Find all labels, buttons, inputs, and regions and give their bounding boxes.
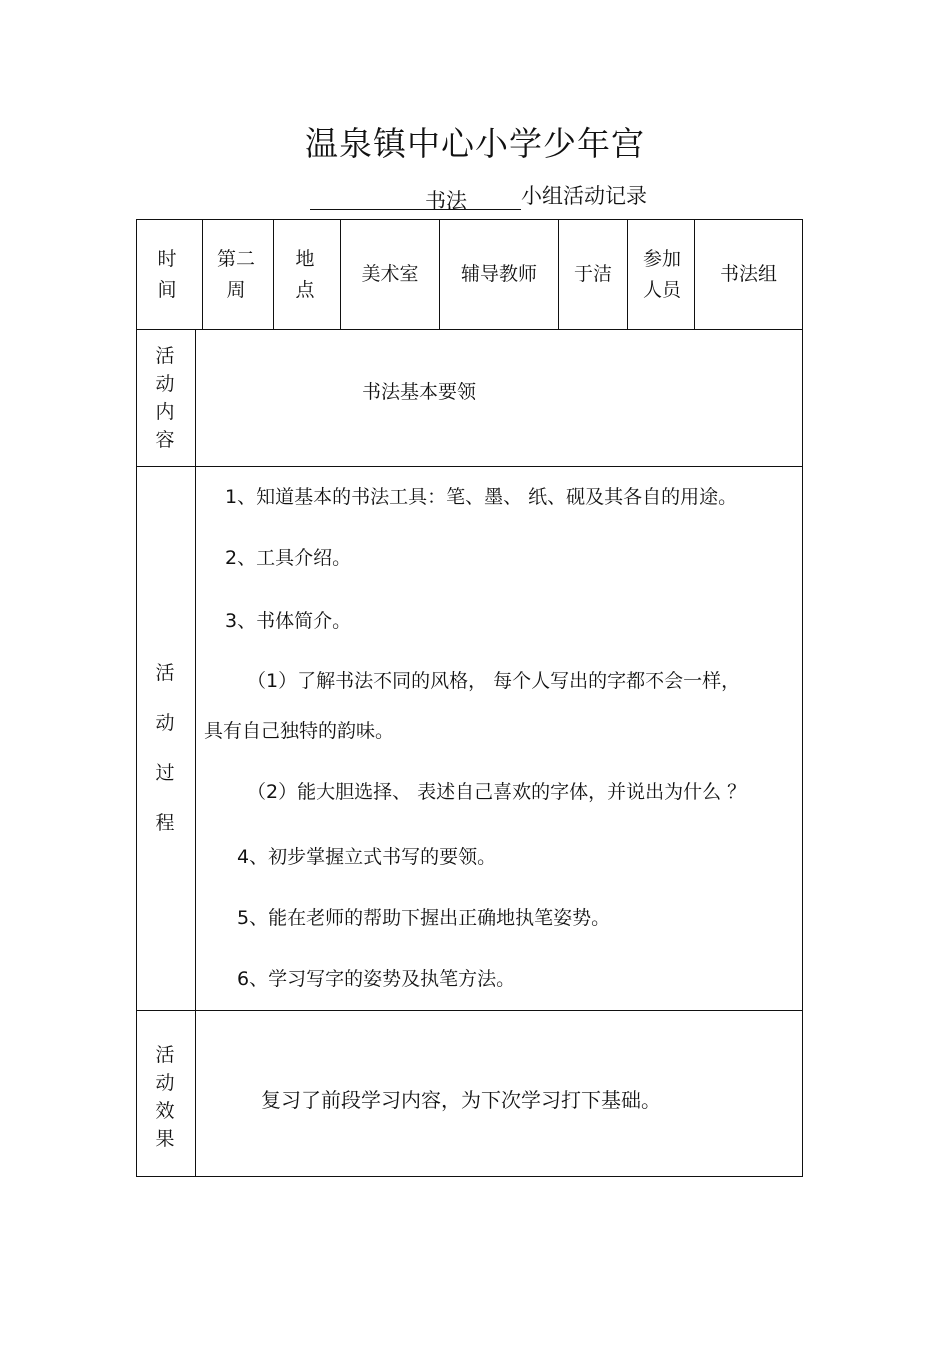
place-label: 地点 bbox=[295, 248, 315, 301]
row-divider bbox=[137, 329, 802, 330]
blank-line bbox=[310, 185, 425, 210]
col-divider bbox=[273, 220, 274, 329]
process-item: （2）能大胆选择、 表述自己喜欢的字体，并说出为什么 ？ bbox=[247, 781, 747, 803]
process-item: 具有自己独特的韵味。 bbox=[204, 720, 395, 742]
teacher-label: 辅导教师 bbox=[460, 263, 537, 285]
col-divider bbox=[202, 220, 203, 329]
row-divider bbox=[137, 1010, 802, 1011]
process-label: 活动过程 bbox=[155, 662, 175, 834]
participants-value: 书法组 bbox=[719, 263, 777, 285]
process-item: 3、书体简介。 bbox=[225, 610, 352, 632]
label-col-divider bbox=[195, 329, 196, 1176]
row-divider bbox=[137, 466, 802, 467]
process-item: 1、知道基本的书法工具：笔、墨、 纸、砚及其各自的用途。 bbox=[225, 486, 738, 508]
process-item: 6、学习写字的姿势及执笔方法。 bbox=[237, 968, 516, 990]
subtitle bbox=[310, 180, 647, 213]
activity-record-table bbox=[136, 219, 803, 1177]
content-label: 活动内容 bbox=[155, 345, 175, 451]
time-value: 第二周 bbox=[216, 248, 255, 301]
effect-label: 活动效果 bbox=[155, 1044, 175, 1150]
participants-label: 参加人员 bbox=[642, 248, 681, 301]
process-item: 4、初步掌握立式书写的要领。 bbox=[237, 846, 497, 868]
teacher-value: 于洁 bbox=[573, 263, 612, 285]
record-label: 小组活动记录 bbox=[521, 184, 647, 208]
process-item: 2、工具介绍。 bbox=[225, 547, 352, 569]
effect-value: 复习了前段学习内容，为下次学习打下基础。 bbox=[261, 1088, 661, 1112]
process-item: （1）了解书法不同的风格， 每个人写出的字都不会一样， bbox=[247, 670, 741, 692]
col-divider bbox=[627, 220, 628, 329]
page-title: 温泉镇中心小学少年宫 bbox=[305, 124, 645, 163]
place-value: 美术室 bbox=[361, 263, 419, 285]
content-value: 书法基本要领 bbox=[362, 381, 477, 403]
subject-name: 书法 bbox=[425, 185, 521, 210]
time-label: 时间 bbox=[157, 248, 177, 301]
process-item: 5、能在老师的帮助下握出正确地执笔姿势。 bbox=[237, 907, 611, 929]
